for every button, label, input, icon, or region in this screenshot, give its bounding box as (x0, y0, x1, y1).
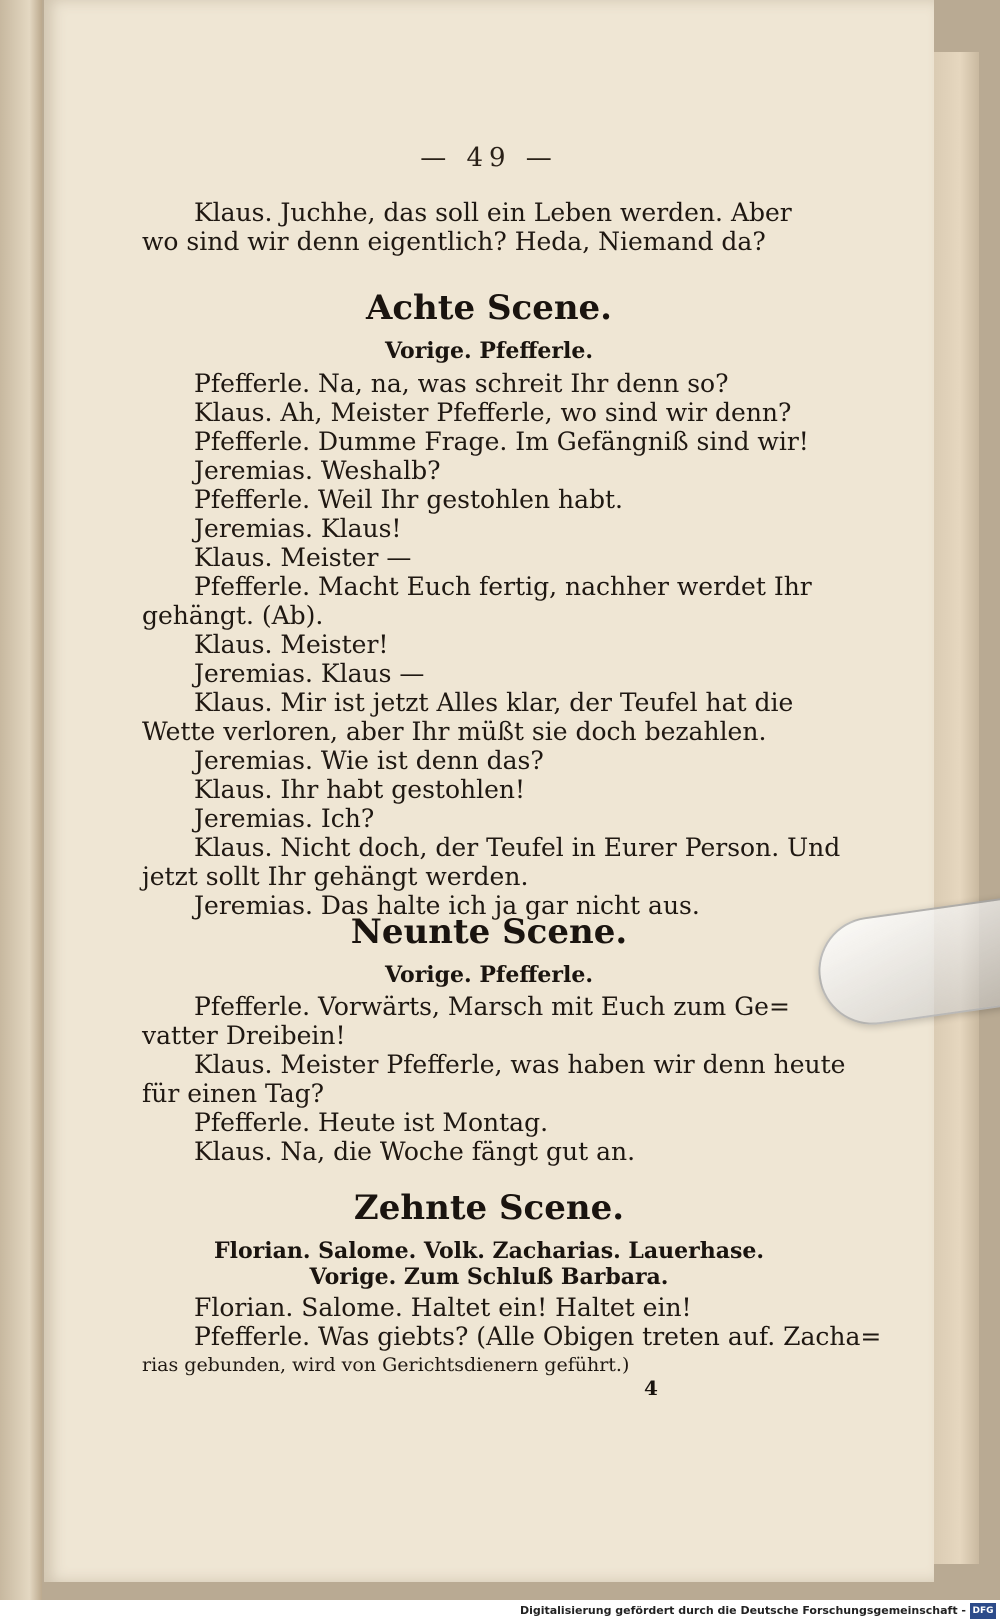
text-line: für einen Tag? (142, 1079, 325, 1108)
text-line: Klaus. Meister Pfefferle, was haben wir denn heute (194, 1050, 846, 1079)
text-line: Jeremias. Wie ist denn das? (194, 746, 544, 775)
text-line: Pfefferle. Heute ist Montag. (194, 1108, 549, 1137)
scene-heading: Neunte Scene. (350, 912, 628, 952)
scene-dialogue (142, 369, 841, 920)
dfg-logo: DFG (970, 1603, 996, 1619)
text-line: Klaus. Ihr habt gestohlen! (194, 775, 526, 804)
text-line: Pfefferle. Na, na, was schreit Ihr denn so? (194, 369, 729, 398)
book-page (44, 0, 934, 1582)
left-page-edge (0, 0, 42, 1600)
footer-bar (0, 1600, 1000, 1624)
scene-cast: Vorige. Pfefferle. (384, 962, 594, 988)
text-line: Pfefferle. Vorwärts, Marsch mit Euch zum Ge= (194, 992, 790, 1021)
scene-dialogue (142, 992, 846, 1166)
scene-dialogue (142, 1293, 882, 1380)
text-line: Klaus. Nicht doch, der Teufel in Eurer Person. Und (194, 833, 841, 862)
funding-credit: Digitalisierung gefördert durch die Deutsche Forschungsgemeinschaft - (519, 1604, 966, 1617)
scene-cast: Vorige. Zum Schluß Barbara. (309, 1264, 669, 1290)
text-line: Pfefferle. Macht Euch fertig, nachher werdet Ihr (194, 572, 812, 601)
opening-dialogue (142, 198, 828, 256)
book-fore-edge (930, 52, 979, 1564)
scene-heading: Zehnte Scene. (353, 1188, 625, 1228)
scene-cast: Florian. Salome. Volk. Zacharias. Lauerhase. (213, 1238, 765, 1264)
stage-direction: rias gebunden, wird von Gerichtsdienern geführt.) (142, 1354, 630, 1376)
text-line: Jeremias. Weshalb? (194, 456, 441, 485)
text-line: Pfefferle. Dumme Frage. Im Gefängniß sind wir! (194, 427, 809, 456)
text-line: Klaus. Na, die Woche fängt gut an. (194, 1137, 636, 1166)
text-line: Jeremias. Klaus — (194, 659, 425, 688)
text-line: Klaus. Meister! (194, 630, 389, 659)
text-line: Jeremias. Das halte ich ja gar nicht aus. (194, 891, 700, 920)
text-line: Klaus. Juchhe, das soll ein Leben werden. Aber (194, 198, 792, 227)
text-line: Florian. Salome. Haltet ein! Haltet ein! (194, 1293, 692, 1322)
text-line: Wette verloren, aber Ihr müßt sie doch bezahlen. (142, 717, 767, 746)
text-line: Jeremias. Ich? (194, 804, 375, 833)
text-line: Jeremias. Klaus! (194, 514, 402, 543)
scene-cast: Vorige. Pfefferle. (384, 338, 594, 364)
text-line: Pfefferle. Was giebts? (Alle Obigen treten auf. Zacha= (194, 1322, 882, 1351)
text-line: Klaus. Meister — (194, 543, 412, 572)
text-line: Klaus. Mir ist jetzt Alles klar, der Teufel hat die (194, 688, 794, 717)
signature-mark: 4 (644, 1376, 658, 1400)
text-line: Pfefferle. Weil Ihr gestohlen habt. (194, 485, 623, 514)
text-line: jetzt sollt Ihr gehängt werden. (142, 862, 529, 891)
text-line: gehängt. (Ab). (142, 601, 324, 630)
text-line: vatter Dreibein! (142, 1021, 346, 1050)
scene-heading: Achte Scene. (365, 288, 613, 328)
text-line: Klaus. Ah, Meister Pfefferle, wo sind wir denn? (194, 398, 792, 427)
text-line: wo sind wir denn eigentlich? Heda, Niemand da? (142, 227, 766, 256)
page-number: — 49 — (420, 143, 558, 173)
